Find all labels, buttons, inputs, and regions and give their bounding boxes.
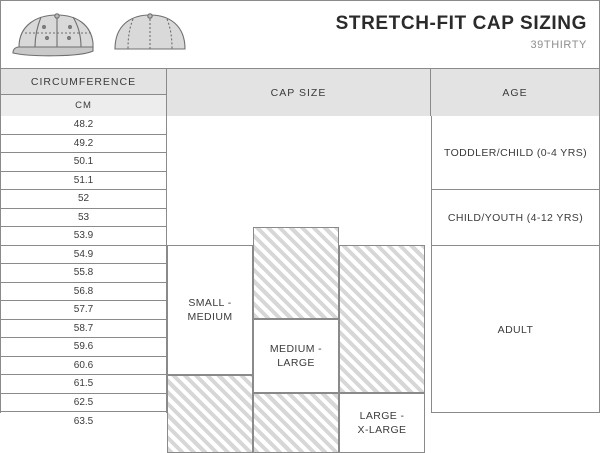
cap-illustration-icon [11, 7, 196, 63]
size-band-medium-large [253, 319, 339, 393]
page-title: STRETCH-FIT CAP SIZING [335, 13, 587, 34]
chart-header [1, 1, 599, 69]
sizing-table [1, 69, 599, 436]
size-band-small-medium-extension [167, 375, 253, 453]
cm-cell: 50.1 [1, 153, 166, 172]
cm-cell: 55.8 [1, 264, 166, 283]
size-band-medium-large-lower [253, 393, 339, 453]
cm-cell: 49.2 [1, 135, 166, 154]
cm-cell: 62.5 [1, 394, 166, 413]
size-band-large-xlarge-upper [339, 245, 425, 393]
cm-cell: 51.1 [1, 172, 166, 191]
cm-value-column [1, 116, 167, 427]
table-body [1, 116, 599, 436]
cm-cell: 61.5 [1, 375, 166, 394]
cm-cell: 48.2 [1, 116, 166, 135]
age-group-adult: ADULT [497, 323, 534, 336]
age-group-toddler-child: TODDLER/CHILD (0-4 YRS) [432, 116, 599, 190]
size-band-medium-large-upper [253, 227, 339, 319]
age-region [432, 116, 599, 413]
cm-cell: 59.6 [1, 338, 166, 357]
cm-cell: 56.8 [1, 283, 166, 302]
cm-cell: 53 [1, 209, 166, 228]
column-header-age: AGE [431, 69, 599, 116]
cm-cell: 57.7 [1, 301, 166, 320]
cm-cell: 58.7 [1, 320, 166, 339]
page-subtitle: 39THIRTY [530, 39, 587, 51]
column-header-circumference-label: CIRCUMFERENCE [1, 69, 166, 95]
column-header-cap-size: CAP SIZE [167, 69, 431, 116]
column-header-circumference [1, 69, 167, 116]
size-band-large-xlarge-label: LARGE - X-LARGE [357, 410, 407, 436]
cm-cell: 53.9 [1, 227, 166, 246]
size-band-small-medium [167, 245, 253, 375]
size-band-small-medium-label: SMALL - MEDIUM [187, 297, 233, 323]
cm-cell: 63.5 [1, 412, 166, 431]
age-group-child-youth: CHILD/YOUTH (4-12 YRS) [432, 190, 599, 246]
cm-cell: 52 [1, 190, 166, 209]
cap-size-region [167, 116, 432, 436]
column-header-cm-unit: CM [1, 95, 166, 116]
cm-cell: 60.6 [1, 357, 166, 376]
size-band-large-xlarge [339, 393, 425, 453]
cm-cell: 54.9 [1, 246, 166, 265]
size-band-medium-large-label: MEDIUM - LARGE [269, 343, 323, 369]
title-block [336, 13, 587, 51]
table-column-headers [1, 69, 599, 116]
